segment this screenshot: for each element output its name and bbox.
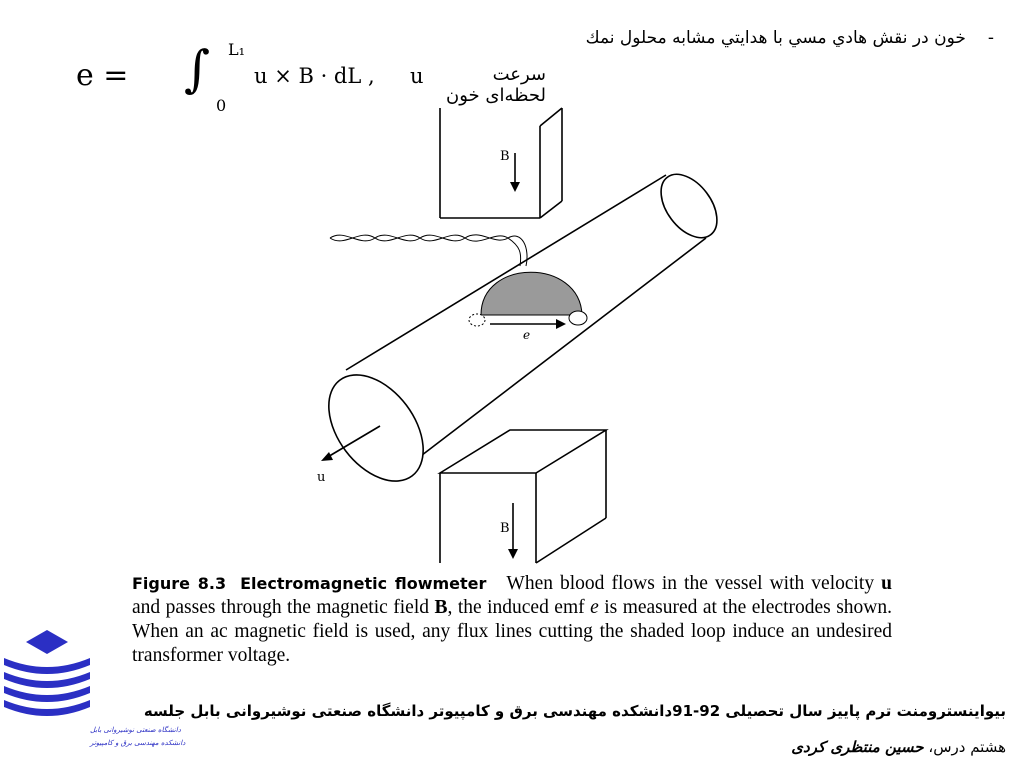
footer-session: هشتم درس، — [923, 738, 1006, 756]
formula-note: سرعت لحظه‌ای خون — [446, 64, 546, 106]
label-b-top: B — [500, 149, 510, 164]
caption-text-1: When blood flows in the vessel with velocity — [506, 573, 882, 594]
logo-text-line2: دانشکده مهندسی برق و کامپیوتر — [90, 739, 186, 747]
caption-text-3: , the induced emf — [447, 596, 591, 618]
formula-u-symbol: u — [410, 64, 424, 88]
caption-text-4: is measured at the electrodes shown. When an ac magnetic field is used, any flux lines cutting the shaded loop induce an undesired transformer voltage. — [132, 596, 892, 666]
figure-title: Electromagnetic flowmeter — [240, 574, 487, 593]
flowmeter-diagram — [300, 108, 730, 563]
footer-session-info — [406, 738, 1006, 756]
caption-e: e — [590, 596, 599, 618]
label-e: e — [523, 328, 531, 342]
top-field-arrow — [510, 153, 520, 192]
bullet-dash: - — [987, 28, 994, 48]
caption-b: B — [434, 596, 448, 618]
footer-course-info: بیواینسترومنت ترم پاییز سال تحصیلی 92-91دانشکده مهندسی برق و کامپیوتر دانشگاه صنعتی نوشیروانی بابل جلسه — [143, 702, 1006, 720]
logo-text-line1: دانشگاه صنعتی نوشیروانی بابل — [90, 726, 181, 734]
label-u: u — [317, 470, 326, 485]
caption-text-2: and passes through the magnetic field — [132, 596, 435, 618]
electrode-lead-wires — [330, 235, 527, 266]
formula-lower-limit: 0 — [216, 96, 227, 115]
formula-upper-limit: L₁ — [228, 40, 246, 59]
footer-author: حسین منتظری کردی — [791, 738, 924, 756]
caption-u: u — [881, 573, 892, 594]
label-b-bottom: B — [500, 521, 510, 536]
integral-icon: ∫ — [184, 40, 211, 98]
university-logo — [0, 628, 186, 763]
figure-caption — [132, 572, 892, 668]
figure-label: Figure 8.3 — [132, 574, 227, 593]
bullet-text: خون در نقش هادي مسي با هدايتي مشابه محلول نمك — [585, 28, 966, 48]
formula-lhs: e = — [76, 58, 129, 93]
bottom-magnet-pole — [440, 430, 606, 563]
formula-integrand: u × B · dL , — [254, 64, 375, 88]
